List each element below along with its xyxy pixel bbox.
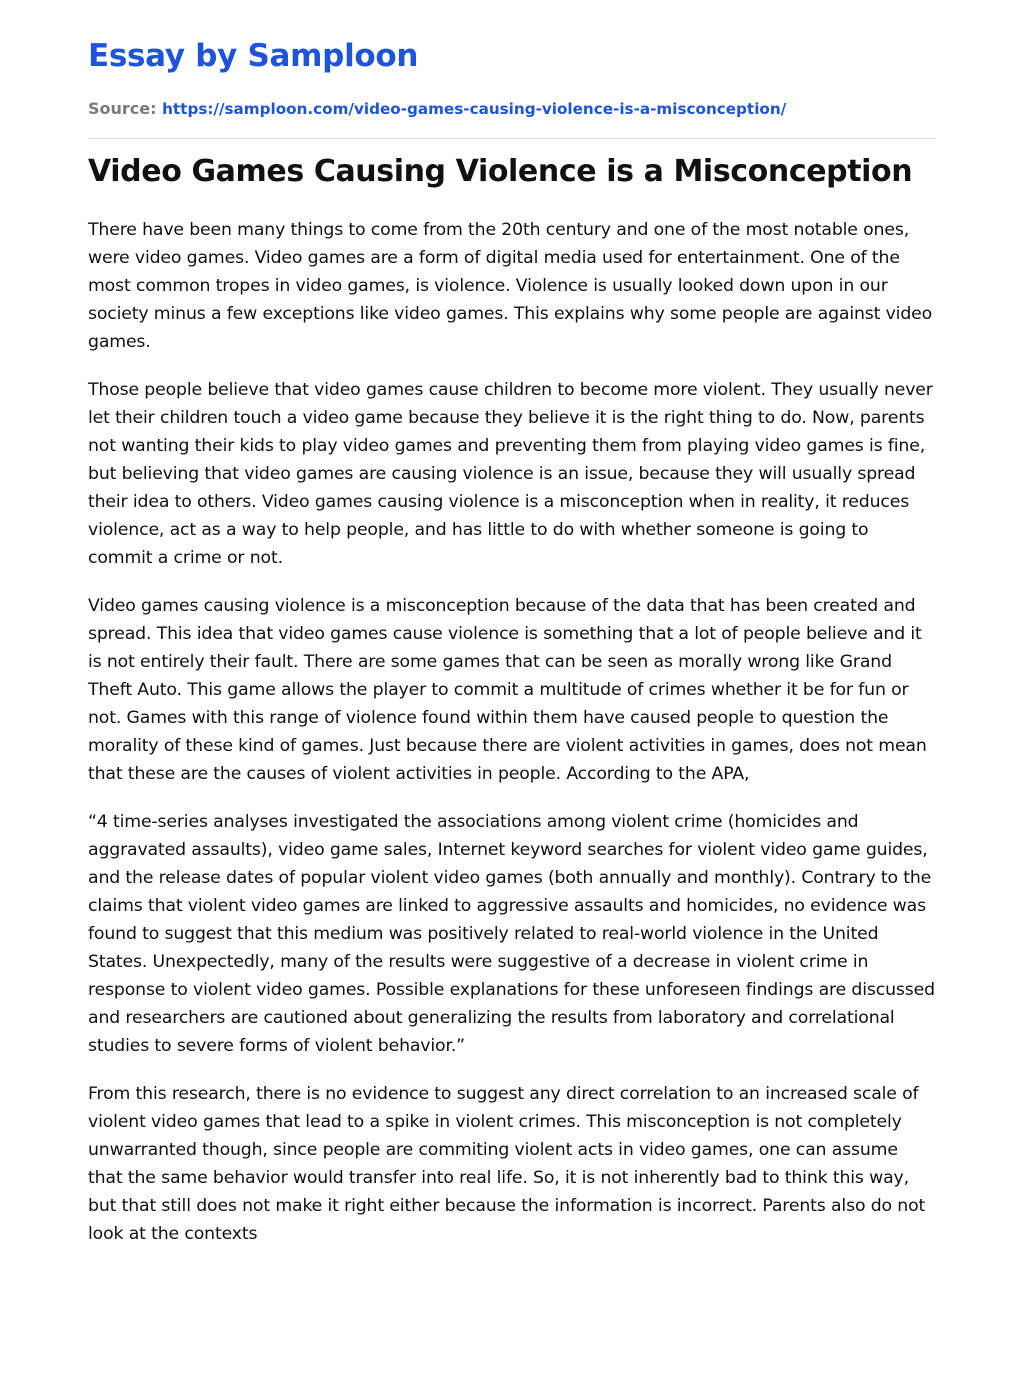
essay-title: Video Games Causing Violence is a Misconception [88,154,913,189]
essay-paragraph: From this research, there is no evidence to suggest any direct correlation to an increased scale of violent video games that lead to a spike in violent crimes. This misconception is not completely unwarranted though, since people are commiting violent acts in video games, one can assume that the same behavior would transfer into real life. So, it is not inherently bad to think this way, but that still does not make it right either because the information is incorrect. Parents also do not look at the contexts [88,1084,926,1244]
essay-page [88,0,936,1268]
essay-quote-paragraph: “4 time-series analyses investigated the associations among violent crime (homicides and aggravated assaults), video game sales, Internet keyword searches for violent video game guides, and the release dates of popular violent video games (both annually and monthly). Contrary to the claims that violent video games are linked to aggressive assaults and homicides, no evidence was found to suggest that this medium was positively related to real-world violence in the United States. Unexpectedly, many of the results were suggestive of a decrease in violent crime in response to violent video games. Possible explanations for these unforeseen findings are discussed and researchers are cautioned about generalizing the results from laboratory and correlational studies to severe forms of violent behavior.” [88,812,935,1056]
essay-paragraph: There have been many things to come from the 20th century and one of the most notable ones, were video games. Video games are a form of digital media used for entertainment. One of the most common tropes in video games, is violence. Violence is usually looked down upon in our society minus a few exceptions like video games. This explains why some people are against video games. [88,220,933,352]
source-label: Source: [88,99,157,118]
source-line [88,98,936,120]
brand-title: Essay by Samploon [88,38,419,74]
essay-body [88,216,936,1248]
essay-paragraph: Video games causing violence is a misconception because of the data that has been created and spread. This idea that video games cause violence is something that a lot of people believe and it is not entirely their fault. There are some games that can be seen as morally wrong like Grand Theft Auto. This game allows the player to commit a multitude of crimes whether it be for fun or not. Games with this range of violence found within them have caused people to question the morality of these kind of games. Just because there are violent activities in games, does not mean that these are the causes of violent activities in people. According to the APA, [88,596,927,784]
header-divider [88,138,936,139]
source-link[interactable]: https://samploon.com/video-games-causing-violence-is-a-misconception/ [162,100,787,118]
essay-paragraph: Those people believe that video games cause children to become more violent. They usually never let their children touch a video game because they believe it is the right thing to do. Now, parents not wanting their kids to play video games and preventing them from playing video games is fine, but believing that video games are causing violence is an issue, because they will usually spread their idea to others. Video games causing violence is a misconception when in reality, it reduces violence, act as a way to help people, and has little to do with whether someone is going to commit a crime or not. [88,380,933,568]
